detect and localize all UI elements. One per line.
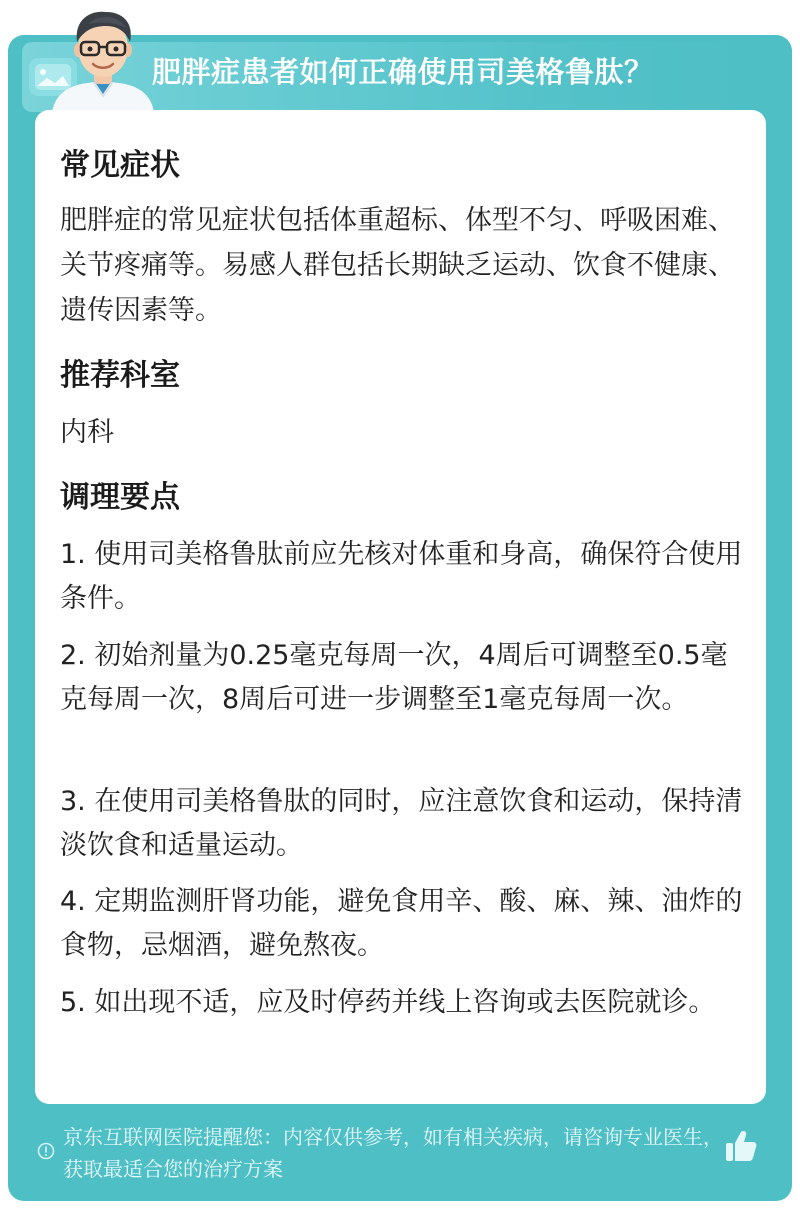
care-item-3: 3. 在使用司美格鲁肽的同时，应注意饮食和运动，保持清淡饮食和适量运动。 xyxy=(60,786,743,861)
doctor-avatar xyxy=(48,2,158,112)
thumbs-up-icon[interactable] xyxy=(722,1127,760,1165)
section-title-symptoms: 常见症状 xyxy=(60,148,180,183)
care-item-5: 5. 如出现不适，应及时停药并线上咨询或去医院就诊。 xyxy=(60,987,716,1018)
care-item-2: 2. 初始剂量为0.25毫克每周一次，4周后可调整至0.5毫克每周一次，8周后可进一步调整至1毫克每周一次。 xyxy=(60,640,728,715)
symptoms-text: 肥胖症的常见症状包括体重超标、体型不匀、呼吸困难、关节疼痛等。易感人群包括长期缺乏运动、饮食不健康、遗传因素等。 xyxy=(60,205,735,326)
disclaimer-text: 京东互联网医院提醒您：内容仅供参考，如有相关疾病，请咨询专业医生，获取最适合您的治疗方案 xyxy=(63,1125,723,1181)
section-title-department: 推荐科室 xyxy=(60,358,180,393)
info-icon xyxy=(37,1142,55,1160)
care-item-4: 4. 定期监测肝肾功能，避免食用辛、酸、麻、辣、油炸的食物，忌烟酒，避免熬夜。 xyxy=(60,886,743,961)
department-text: 内科 xyxy=(60,417,114,448)
content-card xyxy=(35,110,766,1104)
care-item-1: 1. 使用司美格鲁肽前应先核对体重和身高，确保符合使用条件。 xyxy=(60,539,743,614)
section-title-care: 调理要点 xyxy=(60,480,180,515)
page-title: 肥胖症患者如何正确使用司美格鲁肽？ xyxy=(152,55,654,89)
